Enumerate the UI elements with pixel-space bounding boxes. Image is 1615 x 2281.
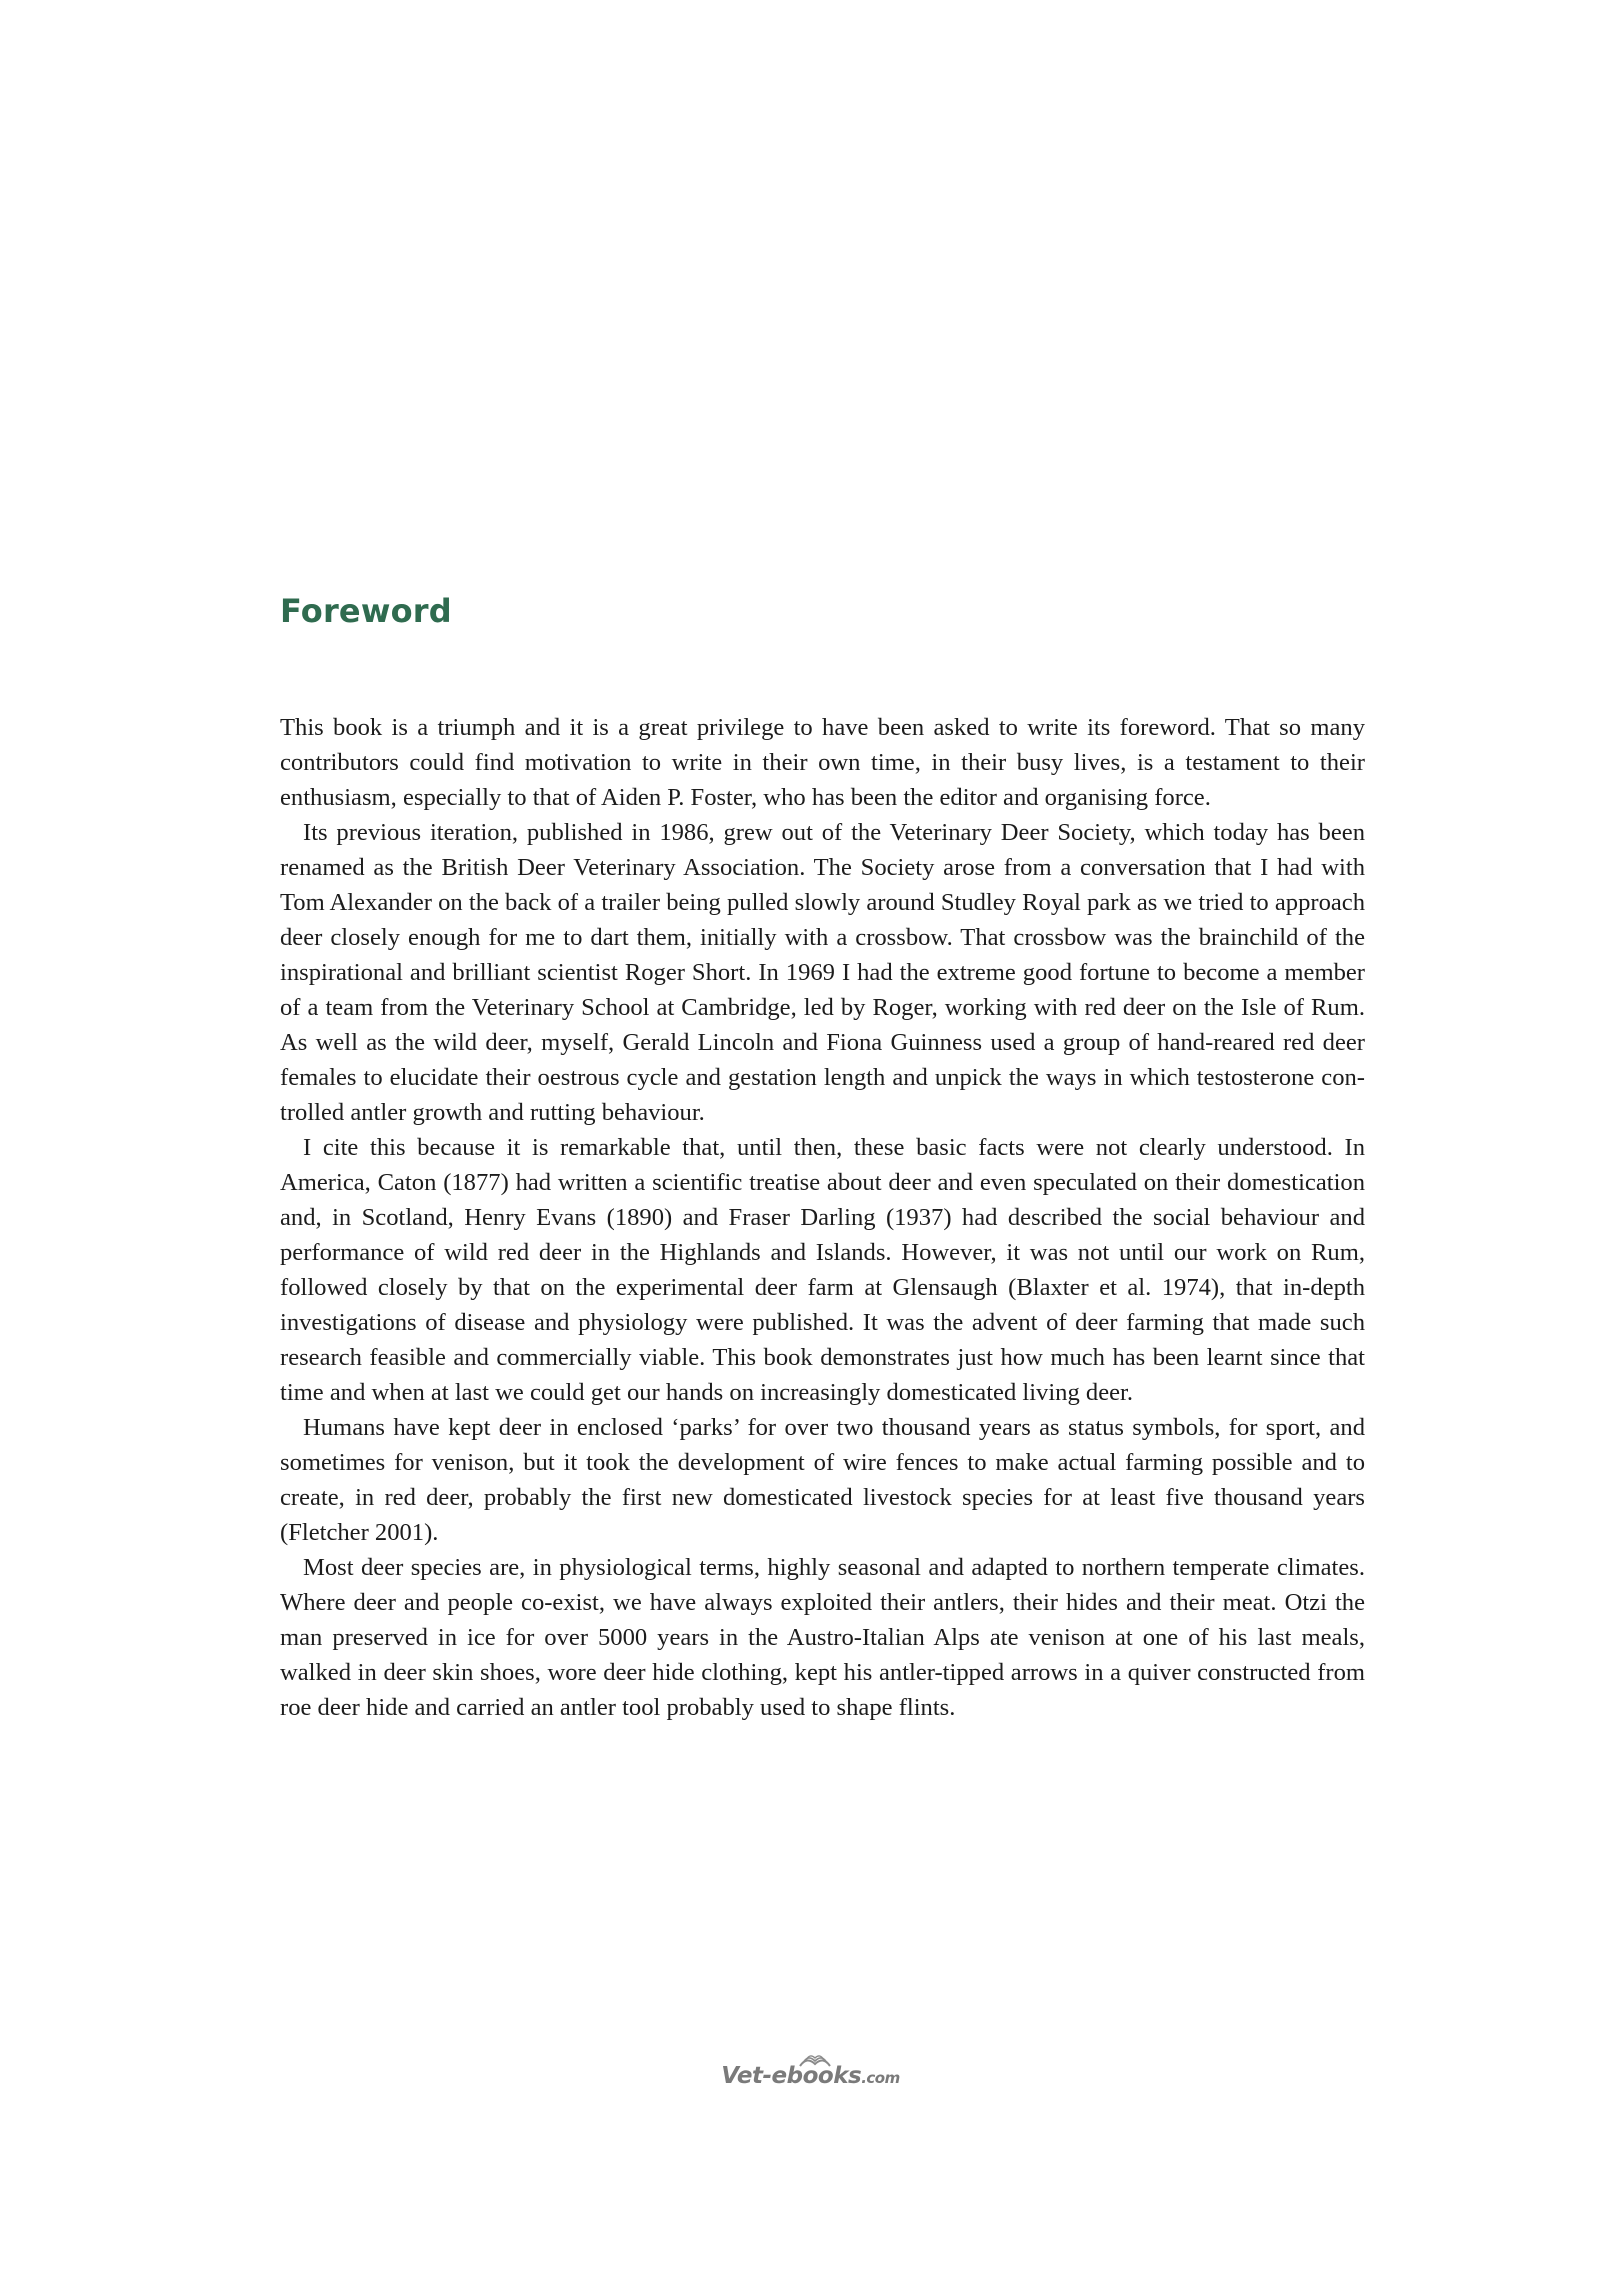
watermark-name: Vet-ebooks bbox=[721, 2063, 862, 2089]
open-book-icon bbox=[798, 2052, 832, 2068]
paragraph-1: This book is a triumph and it is a great privilege to have been asked to write its foreword. That so many contributors could find motivation to write in their own time, in their busy lives, is a testament to their enthusiasm, especially to that of Aiden P. Foster, who has been the editor and organising force. bbox=[280, 714, 1365, 811]
paragraph-3: I cite this because it is remarkable that, until then, these basic facts were not clearly understood. In America, Caton (1877) had written a scientific treatise about deer and even speculated on their domestication and, in Scotland, Henry Evans (1890) and Fraser Darling (1937) had described the social behaviour and performance of wild red deer in the Highlands and Islands. However, it was not until our work on Rum, followed closely by that on the experimental deer farm at Glensaugh (Blaxter et al. 1974), that in-depth investigations of disease and physiology were published. It was the advent of deer farming that made such research feasible and commercially viable. This book demonstrates just how much has been learnt since that time and when at last we could get our hands on increasingly domesticated living deer. bbox=[280, 1134, 1365, 1406]
paragraph-2: Its previous iteration, published in 1986, grew out of the Veterinary Deer Society, which today has been renamed as the British Deer Veterinary Association. The Society arose from a conversation that I had with Tom Alexander on the back of a trailer being pulled slowly around Studley Royal park as we tried to approach deer closely enough for me to dart them, initially with a crossbow. That crossbow was the brainchild of the inspirational and brilliant scientist Roger Short. In 1969 I had the extreme good fortune to become a member of a team from the Veterinary School at Cambridge, led by Roger, working with red deer on the Isle of Rum. As well as the wild deer, myself, Gerald Lincoln and Fiona Guinness used a group of hand-reared red deer females to elucidate their oestrous cycle and gestation length and unpick the ways in which testosterone controlled antler growth and rutting behaviour. bbox=[280, 819, 1365, 1126]
page-title: Foreword bbox=[280, 592, 452, 630]
paragraph-4: Humans have kept deer in enclosed ‘parks’ for over two thousand years as status symbols, for sport, and sometimes for venison, but it took the development of wire fences to make actual farming possible and to create, in red deer, probably the first new domesticated livestock species for at least five thousand years (Fletcher 2001). bbox=[280, 1414, 1365, 1546]
paragraph-5: Most deer species are, in physiological terms, highly seasonal and adapted to northern temperate climates. Where deer and people co-exist, we have always exploited their antlers, their hides and their meat. Otzi the man preserved in ice for over 5000 years in the Austro-Italian Alps ate venison at one of his last meals, walked in deer skin shoes, wore deer hide clothing, kept his antler-tipped arrows in a quiver constructed from roe deer hide and carried an antler tool probably used to shape flints. bbox=[280, 1554, 1365, 1721]
vet-ebooks-watermark bbox=[718, 2058, 903, 2094]
watermark-domain: .com bbox=[861, 2069, 900, 2087]
foreword-body bbox=[280, 710, 1365, 1725]
